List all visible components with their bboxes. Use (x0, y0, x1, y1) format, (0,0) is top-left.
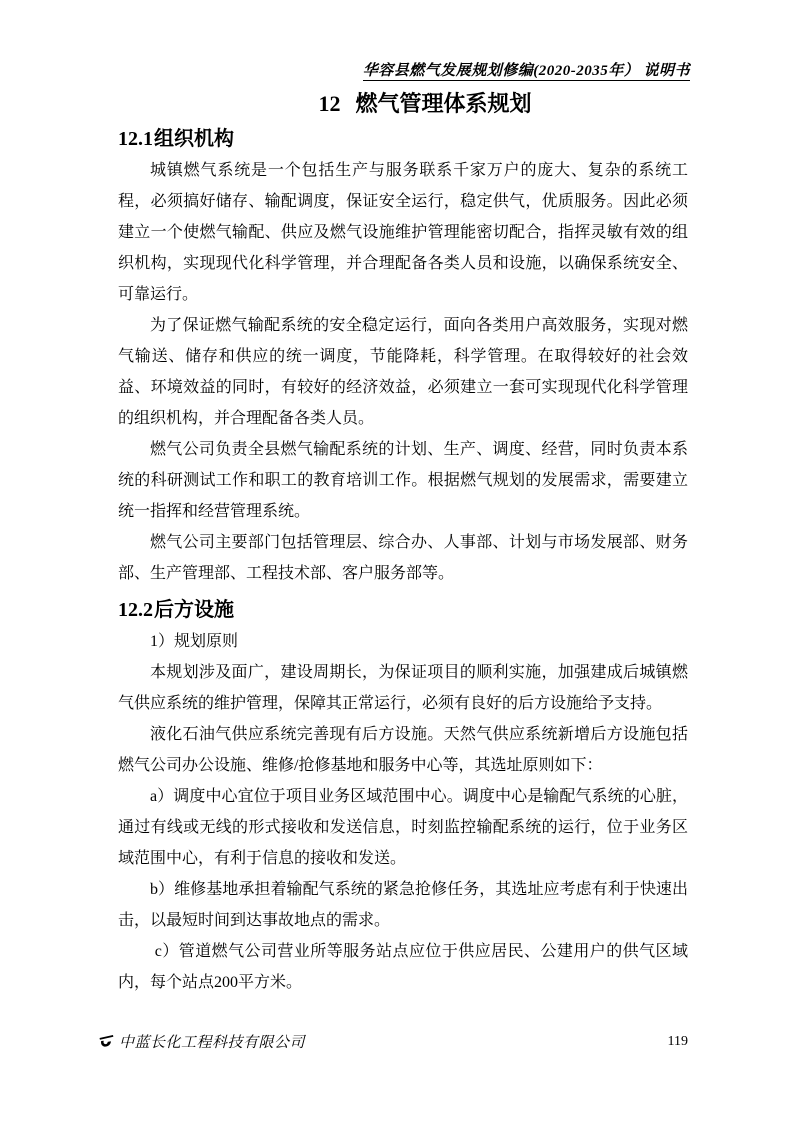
section-heading-text: 后方设施 (154, 599, 234, 621)
section-heading-12-2 (118, 596, 688, 624)
paragraph: 液化石油气供应系统完善现有后方设施。天然气供应系统新增后方设施包括燃气公司办公设施、维修/抢修基地和服务中心等，其选址原则如下： (118, 726, 688, 774)
sub-heading: 1）规划原则 (150, 633, 239, 650)
company-name: 中蓝长化工程科技有限公司 (119, 1035, 306, 1051)
company-logo-icon (96, 1033, 116, 1051)
running-head-text: 华容县燃气发展规划修编(2020-2035年） 说明书 (362, 63, 690, 79)
paragraph: 为了保证燃气输配系统的安全稳定运行，面向各类用户高效服务，实现对燃气输送、储存和供应的统一调度，节能降耗，科学管理。在取得较好的社会效益、环境效益的同时，有较好的经济效益，必须建立一套可实现现代化科学管理的组织机构，并合理配备各类人员。 (118, 317, 688, 427)
paragraph: 燃气公司负责全县燃气输配系统的计划、生产、调度、经营，同时负责本系统的科研测试工作和职工的教育培训工作。根据燃气规划的发展需求，需要建立统一指挥和经营管理系统。 (118, 441, 688, 520)
paragraph: c）管道燃气公司营业所等服务站点应位于供应居民、公建用户的供气区域内，每个站点200平方米。 (118, 943, 688, 991)
page-number: 119 (667, 1033, 688, 1049)
footer-company (97, 1031, 305, 1052)
running-head (363, 59, 690, 80)
chapter-number: 12 (318, 91, 341, 116)
section-heading-text: 组织机构 (154, 128, 234, 150)
paragraph: 城镇燃气系统是一个包括生产与服务联系千家万户的庞大、复杂的系统工程，必须搞好储存、输配调度，保证安全运行，稳定供气，优质服务。因此必须建立一个使燃气输配、供应及燃气设施维护管理能密切配合，指挥灵敏有效的组织机构，实现现代化科学管理，并合理配备各类人员和设施，以确保系统安全、可靠运行。 (118, 162, 688, 303)
chapter-title-text: 燃气管理体系规划 (355, 91, 532, 116)
chapter-title (118, 87, 688, 121)
paragraph: 本规划涉及面广，建设周期长，为保证项目的顺利实施，加强建成后城镇燃气供应系统的维护管理，保障其正常运行，必须有良好的后方设施给予支持。 (118, 664, 688, 712)
page-footer (97, 1031, 688, 1052)
section-number: 12.2 (118, 599, 153, 621)
paragraph: 燃气公司主要部门包括管理层、综合办、人事部、计划与市场发展部、财务部、生产管理部、工程技术部、客户服务部等。 (118, 534, 688, 582)
section-number: 12.1 (118, 128, 153, 150)
paragraph: a）调度中心宜位于项目业务区域范围中心。调度中心是输配气系统的心脏，通过有线或无线的形式接收和发送信息，时刻监控输配系统的运行，位于业务区域范围中心，有利于信息的接收和发送。 (118, 788, 688, 867)
page-content (118, 87, 688, 998)
paragraph: b）维修基地承担着输配气系统的紧急抢修任务，其选址应考虑有利于快速出击，以最短时间到达事故地点的需求。 (118, 881, 688, 929)
section-heading-12-1 (118, 125, 688, 153)
